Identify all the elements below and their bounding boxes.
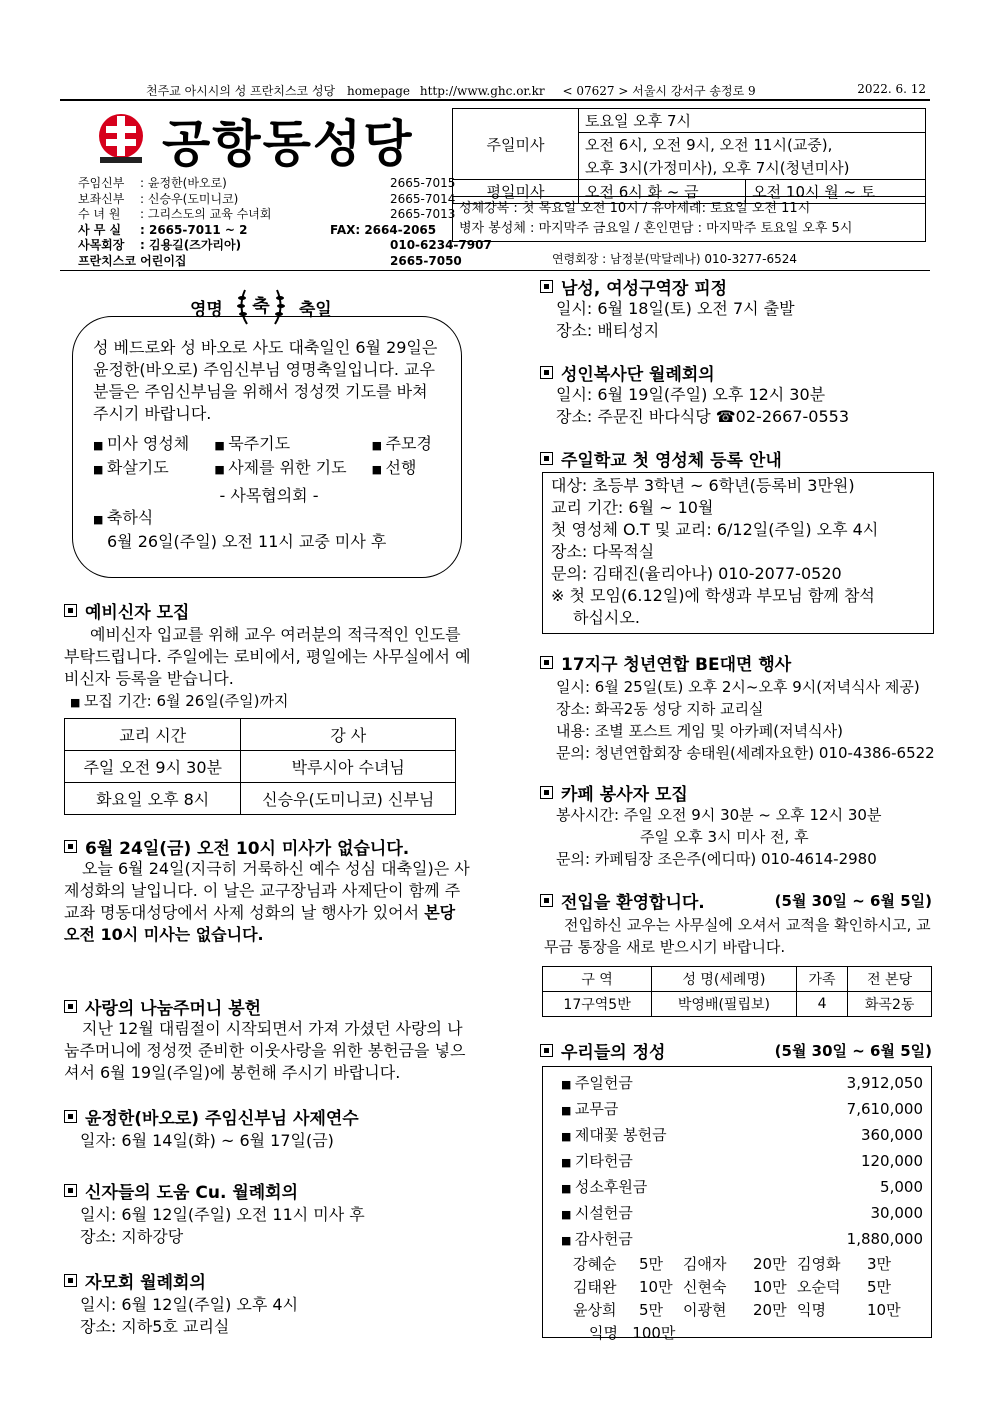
section-retreat-title: 윤정한(바오로) 주임신부님 사제연수 bbox=[64, 1104, 359, 1129]
section-cu-title: 신자들의 도움 Cu. 월례회의 bbox=[64, 1178, 298, 1203]
sunday-school-line: 교리 기간: 6월 ~ 10월 bbox=[551, 498, 714, 517]
mothers-line: 장소: 지하5호 교리실 bbox=[80, 1317, 230, 1336]
offering-row: ■ 주일헌금 3,912,050 bbox=[551, 1071, 923, 1097]
sunday-mass-time: 토요일 오후 7시 bbox=[579, 109, 926, 133]
feast-title-right: 축일 bbox=[298, 299, 332, 320]
section-bullet-icon bbox=[64, 604, 77, 617]
header-line bbox=[60, 82, 930, 99]
weekday-mass-time: 오전 6시 화 ~ 금 bbox=[579, 180, 746, 204]
prayer-item: ■ 묵주기도 bbox=[214, 433, 359, 457]
section-no-mass-title: 6월 24일(금) 오전 10시 미사가 없습니다. bbox=[64, 834, 409, 859]
association-chair: 연령회장 : 남정분(막달레나) 010-3277-6524 bbox=[552, 252, 798, 266]
cafe-line: 주일 오후 3시 미사 전, 후 bbox=[640, 828, 809, 846]
offering-period: (5월 30일 ~ 6월 5일) bbox=[774, 1042, 932, 1060]
section-cafe-title: 카페 봉사자 모집 bbox=[540, 780, 688, 805]
section-bullet-icon bbox=[540, 280, 553, 293]
prayer-item: ■ 화살기도 bbox=[93, 457, 202, 481]
prayer-list bbox=[93, 433, 445, 481]
youth-line: 일시: 6월 25일(토) 오후 2시~오후 9시(저녁식사 제공) bbox=[556, 678, 920, 696]
section-bullet-icon bbox=[64, 1274, 77, 1287]
cafe-line: 문의: 카페팀장 조은주(에디따) 010-4614-2980 bbox=[556, 850, 877, 868]
table-row bbox=[65, 751, 456, 783]
staff-row: 사목회장 : 김용길(즈가리아) 010-6234-7907 bbox=[78, 238, 492, 253]
table-header: 구 역 bbox=[543, 967, 652, 992]
sunday-school-line: 첫 영성체 O.T 및 교리: 6/12일(주일) 오후 4시 bbox=[551, 520, 879, 539]
section-bullet-icon bbox=[64, 1000, 77, 1013]
section-bullet-icon bbox=[540, 656, 553, 669]
table-header: 가족 bbox=[796, 967, 848, 992]
cu-line: 일시: 6월 12일(주일) 오전 11시 미사 후 bbox=[80, 1205, 365, 1224]
header-bottom-rule bbox=[60, 270, 930, 271]
donor-row: 강혜순 5만 김애자 20만 김영화 3만 bbox=[573, 1255, 892, 1273]
welcome-period: (5월 30일 ~ 6월 5일) bbox=[774, 892, 932, 910]
section-offering-title: 우리들의 정성 (5월 30일 ~ 6월 5일) bbox=[540, 1038, 932, 1063]
cu-line: 장소: 지하강당 bbox=[80, 1227, 184, 1246]
parish-full-name: 천주교 아시시의 성 프란치스코 성당 bbox=[146, 84, 336, 98]
homepage-label: homepage bbox=[346, 84, 411, 98]
sunday-mass-label: 주일미사 bbox=[453, 109, 579, 180]
sunday-school-line: 대상: 초등부 3학년 ~ 6학년(등록비 3만원) bbox=[551, 476, 855, 495]
donor-row: 윤상희 5만 이광현 20만 익명 10만 bbox=[573, 1301, 901, 1319]
sacrament-info bbox=[452, 196, 926, 242]
section-bullet-icon bbox=[64, 1110, 77, 1123]
offering-row: ■ 제대꽃 봉헌금 360,000 bbox=[551, 1123, 923, 1149]
feast-sign: - 사목협의회 - bbox=[219, 486, 319, 505]
pilgrim-line: 장소: 배티성지 bbox=[556, 321, 660, 340]
donor-row: 익명 100만 bbox=[589, 1324, 676, 1342]
section-bullet-icon bbox=[540, 894, 553, 907]
staff-row: 수 녀 원 : 그리스도의 교육 수녀회 2665-7013 bbox=[78, 207, 456, 222]
table-row bbox=[65, 783, 456, 815]
table-cell: 화요일 오후 8시 bbox=[65, 783, 241, 815]
no-mass-body: 오늘 6월 24일(지극히 거룩하신 예수 성심 대축일)은 사제성화의 날입니다. 이 날은 교구장님과 사제단이 함께 주교좌 명동대성당에서 사제 성화의 날 행사가 있어서 본당 오전 10시 미사는 없습니다. bbox=[64, 859, 470, 944]
offering-box bbox=[542, 1066, 932, 1342]
sacrament-line: 병자 봉성체 : 마지막주 금요일 / 혼인면담 : 마지막주 토요일 오후 5시 bbox=[459, 221, 853, 236]
offering-row: ■ 감사헌금 1,880,000 bbox=[551, 1227, 923, 1253]
staff-row: 보좌신부 : 신승우(도미니코) 2665-7014 bbox=[78, 191, 456, 206]
love-pouch-body: 지난 12월 대림절이 시작되면서 가져 가셨던 사랑의 나눔주머니에 정성껏 준비한 이웃사랑을 위한 봉헌금을 넣으셔서 6월 19일(주일)에 봉헌해 주시기 바랍니다. bbox=[64, 1019, 466, 1082]
section-welcome-title: 전입을 환영합니다. (5월 30일 ~ 6월 5일) bbox=[540, 888, 932, 913]
feast-title-left: 영명 bbox=[190, 299, 223, 320]
offering-row: ■ 기타헌금 120,000 bbox=[551, 1149, 923, 1175]
weekday-mass-label: 평일미사 bbox=[453, 180, 579, 204]
section-elder-title: 성인복사단 월례회의 bbox=[540, 360, 715, 385]
table-cell: 주일 오전 9시 30분 bbox=[65, 751, 241, 783]
youth-line: 장소: 화곡2동 성당 지하 교리실 bbox=[556, 700, 764, 718]
sunday-mass-time: 오후 3시(가정미사), 오후 7시(청년미사) bbox=[579, 156, 926, 180]
staff-row: 프란치스코 어린이집 2665-7050 bbox=[78, 253, 462, 268]
feast-box bbox=[72, 316, 462, 578]
cafe-line: 봉사시간: 주일 오전 9시 30분 ~ 오후 12시 30분 bbox=[556, 806, 882, 824]
table-header: 교리 시간 bbox=[65, 719, 241, 751]
feast-paragraph: 성 베드로와 성 바오로 사도 대축일인 6월 29일은 윤정한(바오로) 주임신부님 영명축일입니다. 교우분들은 주임신부님을 위해서 정성껏 기도를 바쳐 주시기 바랍니다. bbox=[93, 338, 438, 423]
celebration-time: 6월 26일(주일) 오전 11시 교중 미사 후 bbox=[107, 532, 387, 551]
donor-list bbox=[551, 1253, 923, 1345]
section-pilgrim-title: 남성, 여성구역장 피정 bbox=[540, 274, 727, 299]
homepage-link[interactable]: http://www.ghc.or.kr bbox=[419, 84, 545, 98]
section-youth-title: 17지구 청년연합 BE대면 행사 bbox=[540, 650, 791, 675]
mothers-line: 일시: 6월 12일(주일) 오후 4시 bbox=[80, 1295, 299, 1314]
table-row bbox=[543, 992, 932, 1017]
staff-list bbox=[78, 176, 492, 270]
pilgrim-line: 일시: 6월 18일(토) 오전 7시 출발 bbox=[556, 299, 795, 318]
page-title: 공항동성당 bbox=[162, 115, 414, 173]
prayer-item: ■ 선행 bbox=[372, 457, 445, 481]
sacrament-line: 성체강복 : 첫 목요일 오전 10시 / 유아세례: 토요일 오전 11시 bbox=[459, 201, 811, 216]
feast-icon-char: 축 bbox=[252, 296, 270, 317]
table-header: 강 사 bbox=[241, 719, 456, 751]
section-bullet-icon bbox=[64, 1184, 77, 1197]
header-rule bbox=[60, 99, 930, 101]
catechism-table bbox=[64, 718, 456, 815]
parish-logo-icon bbox=[96, 112, 146, 164]
elder-line: 일시: 6월 19일(주일) 오후 12시 30분 bbox=[556, 385, 826, 404]
offering-row: ■ 시설헌금 30,000 bbox=[551, 1201, 923, 1227]
welcome-body: 전입하신 교우는 사무실에 오셔서 교적을 확인하시고, 교무금 통장을 새로 받으시기 바랍니다. bbox=[544, 916, 931, 956]
section-bullet-icon bbox=[540, 366, 553, 379]
mass-schedule-table bbox=[452, 108, 926, 204]
table-cell: 화곡2동 bbox=[848, 992, 932, 1017]
sunday-school-note: 하십시오. bbox=[573, 608, 640, 627]
donor-row: 김태완 10만 신현숙 10만 오순덕 5만 bbox=[573, 1278, 892, 1296]
catechumen-body: 예비신자 입교를 위해 교우 여러분의 적극적인 인도를 부탁드립니다. 주일에는 로비에서, 평일에는 사무실에서 예비신자 등록을 받습니다. bbox=[64, 625, 471, 688]
retreat-line: 일자: 6월 14일(화) ~ 6월 17일(금) bbox=[80, 1131, 334, 1150]
staff-row: 사 무 실 : 2665-7011 ~ 2 FAX: 2664-2065 bbox=[78, 222, 437, 237]
issue-date: 2022. 6. 12 bbox=[857, 82, 926, 96]
sunday-school-note: ※ 첫 모임(6.12일)에 학생과 부모님 함께 참석 bbox=[551, 586, 875, 605]
section-catechumen-title: 예비신자 모집 bbox=[64, 598, 189, 623]
sunday-mass-time: 오전 6시, 오전 9시, 오전 11시(교중), bbox=[579, 133, 926, 157]
table-cell: 박영배(필립보) bbox=[652, 992, 797, 1017]
section-mothers-title: 자모회 월례회의 bbox=[64, 1268, 206, 1293]
section-bullet-icon bbox=[540, 452, 553, 465]
table-cell: 17구역5반 bbox=[543, 992, 652, 1017]
youth-line: 내용: 조별 포스트 게임 및 아카페(저녁식사) bbox=[556, 722, 843, 740]
section-sunday-school-title: 주일학교 첫 영성체 등록 안내 bbox=[540, 446, 782, 471]
celebration-label: ■ 축하식 bbox=[93, 507, 445, 531]
section-bullet-icon bbox=[540, 786, 553, 799]
sunday-school-box bbox=[542, 472, 934, 634]
section-bullet-icon bbox=[540, 1044, 553, 1057]
offering-row: ■ 성소후원금 5,000 bbox=[551, 1175, 923, 1201]
youth-line: 문의: 청년연합회장 송태원(세례자요한) 010-4386-6522 bbox=[556, 744, 935, 762]
prayer-item: ■ 주모경 bbox=[372, 433, 445, 457]
staff-row: 주임신부 : 윤정한(바오로) 2665-7015 bbox=[78, 176, 456, 190]
section-love-pouch-title: 사랑의 나눔주머니 봉헌 bbox=[64, 994, 261, 1019]
elder-line: 장소: 주문진 바다식당 ☎02-2667-0553 bbox=[556, 407, 850, 426]
table-header: 전 본당 bbox=[848, 967, 932, 992]
section-bullet-icon bbox=[64, 840, 77, 853]
table-header: 성 명(세례명) bbox=[652, 967, 797, 992]
weekday-mass-time: 오전 10시 월 ~ 토 bbox=[746, 180, 926, 204]
table-cell: 신승우(도미니코) 신부님 bbox=[241, 783, 456, 815]
table-cell: 4 bbox=[796, 992, 848, 1017]
prayer-item: ■ 사제를 위한 기도 bbox=[214, 457, 359, 481]
catechumen-period: ■ 모집 기간: 6월 26일(주일)까지 bbox=[70, 690, 288, 714]
offering-row: ■ 교무금 7,610,000 bbox=[551, 1097, 923, 1123]
prayer-item: ■ 미사 영성체 bbox=[93, 433, 202, 457]
sunday-school-line: 장소: 다목적실 bbox=[551, 542, 655, 561]
sunday-school-line: 문의: 김태진(율리아나) 010-2077-0520 bbox=[551, 564, 842, 583]
table-cell: 박루시아 수녀님 bbox=[241, 751, 456, 783]
welcome-table bbox=[542, 966, 932, 1017]
address: < 07627 > 서울시 강서구 송정로 9 bbox=[562, 84, 756, 98]
